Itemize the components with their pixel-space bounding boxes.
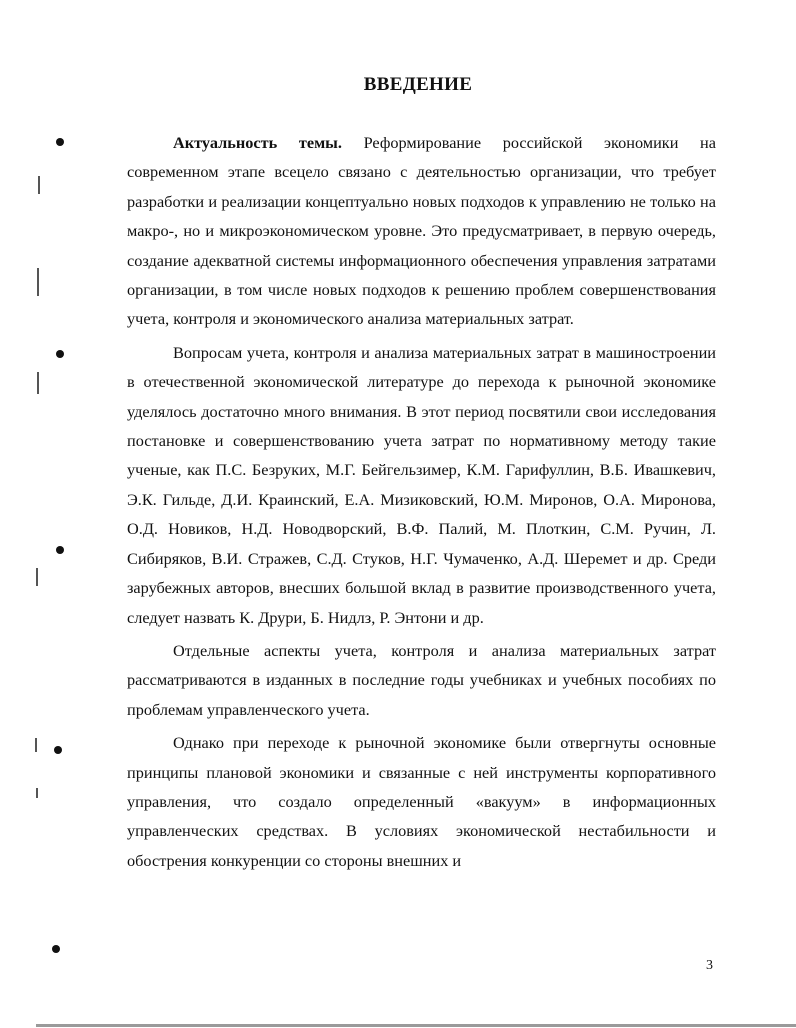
paragraph-literature: Вопросам учета, контроля и анализа материальных затрат в машиностроении в отечественной экономической литературе до перехода к рыночной экономике уделялось достаточно много внимания. В этот период посвятили свои исследования постановке и совершенствованию учета затрат по нормативному методу такие ученые, как П.С. Безруких, М.Г. Бейгельзимер, К.М. Гарифуллин, В.Б. Ивашкевич, Э.К. Гильде, Д.И. Краинский, Е.А. Мизиковский, Ю.М. Миронов, О.А. Миронова, О.Д. Новиков, Н.Д. Новодворский, В.Ф. Палий, М. Плоткин, С.М. Ручин, Л. Сибиряков, В.И. Стражев, С.Д. Стуков, Н.Г. Чумаченко, А.Д. Шеремет и др. Среди зарубежных авторов, внесших большой вклад в развитие производственного учета, следует назвать К. Друри, Б. Нидлз, Р. Энтони и др. bbox=[127, 342, 716, 627]
punch-hole-mark bbox=[52, 945, 60, 953]
paragraph-text: Реформирование российской экономики на современном этапе всецело связано с деятельностью организации, что требует разработки и реализации концептуально новых подходов к управлению не только на макро-, но и микроэкономическом уровне. Это предусматривает, в первую очередь, создание адекватной системы информационного обеспечения управления затратами организации, в том числе новых подходов к решению проблем совершенствования учета, контроля и экономического анализа материальных затрат. bbox=[127, 133, 716, 329]
paragraph-market-transition: Однако при переходе к рыночной экономике были отвергнуты основные принципы плановой экономики и связанные с ней инструменты корпоративного управления, что создало определенный «вакуум» в информационных управленческих средствах. В условиях экономической нестабильности и обострения конкуренции со стороны внешних и bbox=[127, 733, 716, 870]
scan-edge-mark bbox=[37, 372, 39, 394]
paragraph-lead: Актуальность темы. bbox=[173, 133, 342, 152]
document-body bbox=[127, 128, 716, 875]
punch-hole-mark bbox=[54, 746, 62, 754]
scan-bottom-edge bbox=[36, 1024, 796, 1027]
page-number: 3 bbox=[706, 958, 713, 973]
paragraph-relevance bbox=[127, 128, 716, 334]
scan-edge-mark bbox=[37, 268, 39, 296]
section-title: ВВЕДЕНИЕ bbox=[363, 74, 473, 95]
paragraph-textbooks: Отдельные аспекты учета, контроля и анализа материальных затрат рассматриваются в изданных в последние годы учебниках и учебных пособиях по проблемам управленческого учета. bbox=[127, 640, 716, 719]
punch-hole-mark bbox=[56, 546, 64, 554]
scan-edge-mark bbox=[36, 568, 38, 586]
scan-edge-mark bbox=[35, 738, 37, 752]
punch-hole-mark bbox=[56, 350, 64, 358]
scan-edge-mark bbox=[38, 176, 40, 194]
scan-edge-mark bbox=[36, 788, 38, 798]
punch-hole-mark bbox=[56, 138, 64, 146]
